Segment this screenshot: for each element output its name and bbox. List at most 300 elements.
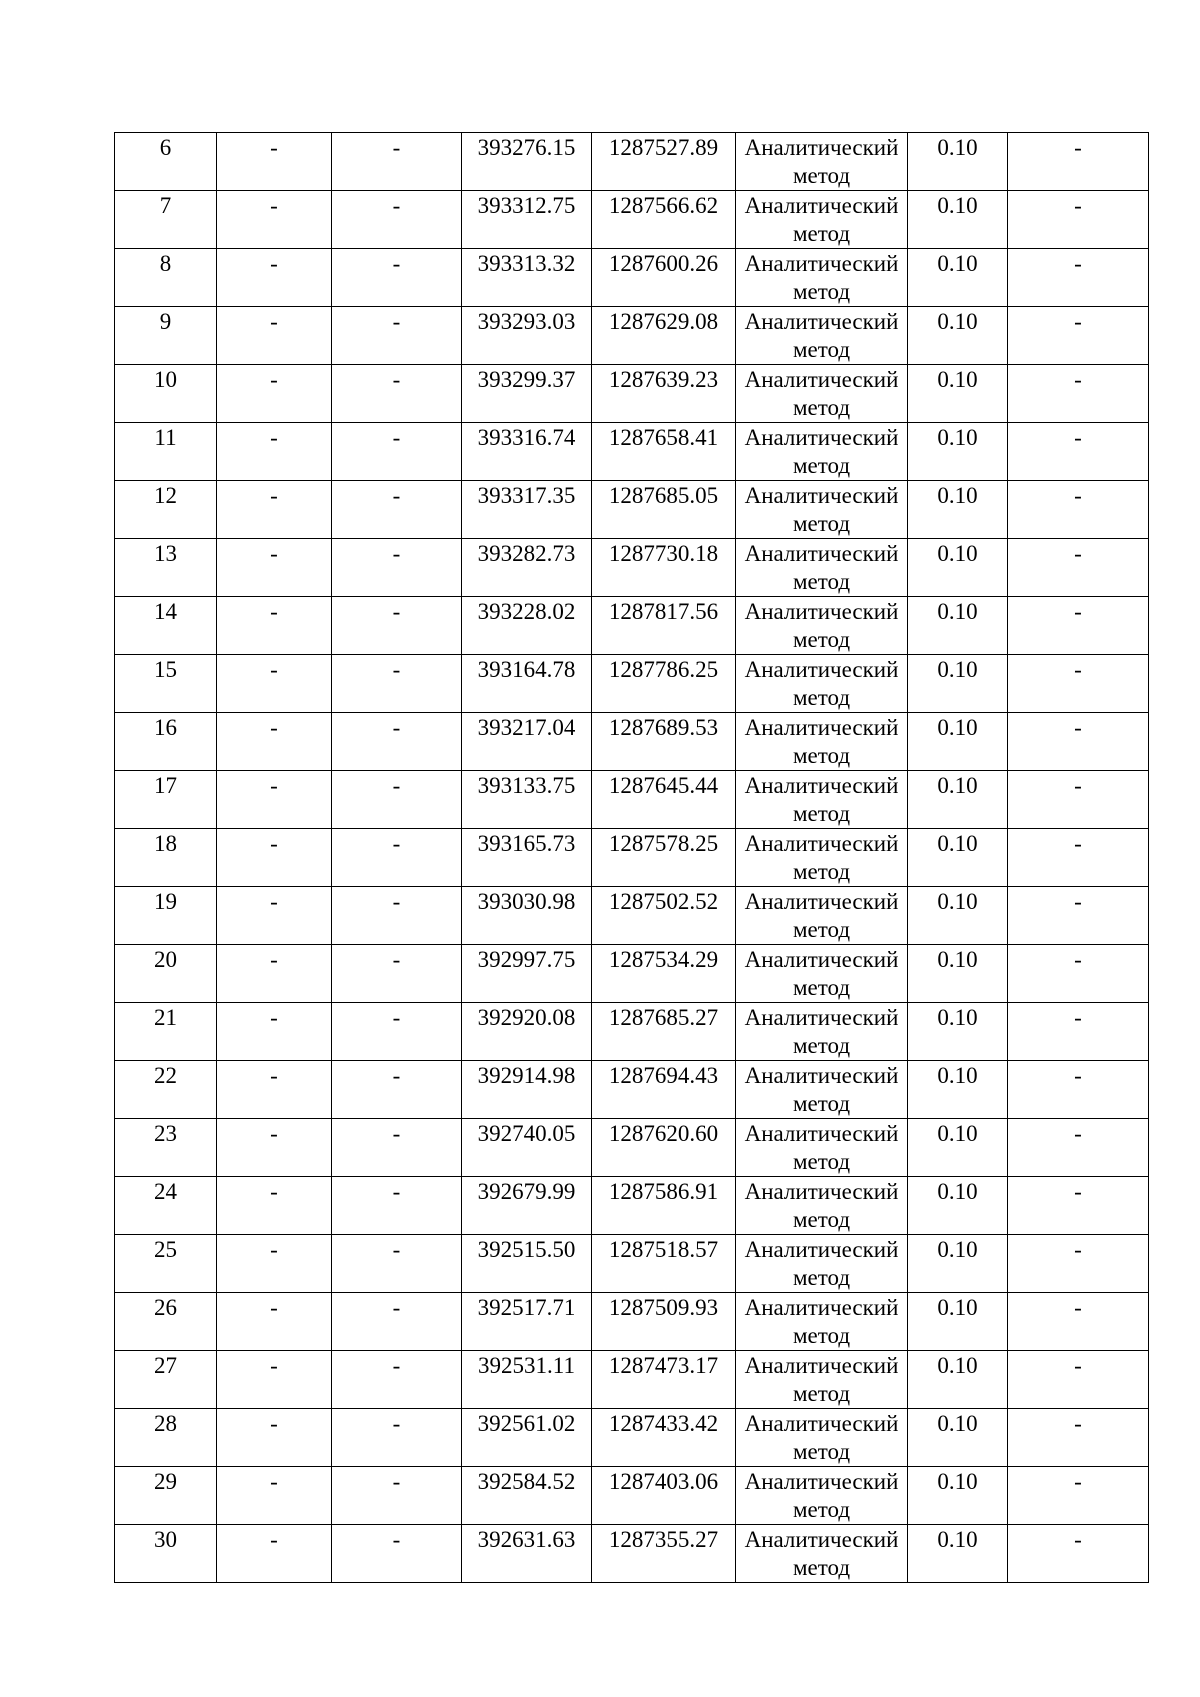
table-row <box>115 1177 1149 1235</box>
point-number-cell <box>115 1467 217 1525</box>
prior-x-cell <box>217 597 332 655</box>
x-coordinate-cell-text: 393293.03 <box>477 309 576 334</box>
prior-x-cell-text: - <box>270 367 278 392</box>
accuracy-cell-text: 0.10 <box>937 1179 978 1204</box>
x-coordinate-cell <box>462 133 592 191</box>
point-number-cell-text: 19 <box>154 889 177 914</box>
x-coordinate-cell <box>462 655 592 713</box>
accuracy-cell <box>908 829 1008 887</box>
table-row <box>115 1293 1149 1351</box>
description-cell <box>1008 597 1149 655</box>
x-coordinate-cell <box>462 1351 592 1409</box>
prior-x-cell-text: - <box>270 657 278 682</box>
accuracy-cell-text: 0.10 <box>937 193 978 218</box>
description-cell-text: - <box>1074 1121 1082 1146</box>
prior-y-cell-text: - <box>392 483 401 508</box>
x-coordinate-cell-text: 393165.73 <box>477 831 576 856</box>
x-coordinate-cell-text: 393312.75 <box>477 193 576 218</box>
method-cell <box>736 945 908 1003</box>
prior-x-cell <box>217 1003 332 1061</box>
method-cell-text: Аналитический метод <box>744 1005 899 1058</box>
prior-y-cell <box>332 1119 462 1177</box>
accuracy-cell-text: 0.10 <box>937 599 978 624</box>
y-coordinate-cell <box>592 307 736 365</box>
method-cell-text: Аналитический метод <box>744 599 899 652</box>
y-coordinate-cell-text: 1287645.44 <box>608 773 719 798</box>
x-coordinate-cell <box>462 887 592 945</box>
point-number-cell <box>115 1409 217 1467</box>
table-row <box>115 597 1149 655</box>
method-cell <box>736 423 908 481</box>
x-coordinate-cell <box>462 713 592 771</box>
x-coordinate-cell <box>462 1467 592 1525</box>
point-number-cell <box>115 365 217 423</box>
description-cell-text: - <box>1074 541 1082 566</box>
x-coordinate-cell <box>462 1409 592 1467</box>
prior-x-cell-text: - <box>270 831 278 856</box>
prior-y-cell-text: - <box>392 1063 401 1088</box>
accuracy-cell <box>908 307 1008 365</box>
prior-y-cell <box>332 1061 462 1119</box>
accuracy-cell <box>908 1467 1008 1525</box>
table-row <box>115 945 1149 1003</box>
accuracy-cell-text: 0.10 <box>937 1469 978 1494</box>
point-number-cell <box>115 597 217 655</box>
description-cell <box>1008 133 1149 191</box>
prior-x-cell <box>217 133 332 191</box>
prior-y-cell-text: - <box>392 1237 401 1262</box>
accuracy-cell <box>908 1351 1008 1409</box>
prior-x-cell <box>217 1235 332 1293</box>
description-cell <box>1008 1061 1149 1119</box>
description-cell-text: - <box>1074 1179 1082 1204</box>
description-cell-text: - <box>1074 1411 1082 1436</box>
y-coordinate-cell <box>592 133 736 191</box>
accuracy-cell <box>908 1061 1008 1119</box>
x-coordinate-cell-text: 393217.04 <box>477 715 576 740</box>
method-cell <box>736 829 908 887</box>
accuracy-cell-text: 0.10 <box>937 1063 978 1088</box>
description-cell-text: - <box>1074 657 1082 682</box>
accuracy-cell-text: 0.10 <box>937 483 978 508</box>
prior-y-cell <box>332 829 462 887</box>
description-cell-text: - <box>1074 947 1082 972</box>
prior-y-cell <box>332 481 462 539</box>
method-cell-text: Аналитический метод <box>744 947 899 1000</box>
accuracy-cell <box>908 1235 1008 1293</box>
y-coordinate-cell <box>592 249 736 307</box>
prior-x-cell <box>217 887 332 945</box>
accuracy-cell <box>908 1003 1008 1061</box>
y-coordinate-cell-text: 1287509.93 <box>608 1295 719 1320</box>
prior-x-cell-text: - <box>270 599 278 624</box>
y-coordinate-cell <box>592 597 736 655</box>
prior-x-cell-text: - <box>270 1179 278 1204</box>
method-cell-text: Аналитический метод <box>744 715 899 768</box>
method-cell <box>736 1467 908 1525</box>
description-cell <box>1008 1235 1149 1293</box>
x-coordinate-cell-text: 393030.98 <box>477 889 576 914</box>
prior-y-cell <box>332 655 462 713</box>
x-coordinate-cell <box>462 481 592 539</box>
method-cell <box>736 539 908 597</box>
table-row <box>115 1061 1149 1119</box>
point-number-cell <box>115 1119 217 1177</box>
prior-x-cell <box>217 945 332 1003</box>
prior-y-cell <box>332 1525 462 1583</box>
method-cell-text: Аналитический метод <box>744 1295 899 1348</box>
description-cell <box>1008 423 1149 481</box>
x-coordinate-cell-text: 392914.98 <box>477 1063 576 1088</box>
description-cell-text: - <box>1074 1295 1082 1320</box>
y-coordinate-cell <box>592 1293 736 1351</box>
method-cell <box>736 1409 908 1467</box>
prior-y-cell-text: - <box>392 193 401 218</box>
point-number-cell <box>115 481 217 539</box>
method-cell <box>736 1119 908 1177</box>
description-cell-text: - <box>1074 831 1082 856</box>
description-cell-text: - <box>1074 1237 1082 1262</box>
y-coordinate-cell <box>592 1467 736 1525</box>
table-row <box>115 655 1149 713</box>
point-number-cell-text: 27 <box>154 1353 177 1378</box>
prior-y-cell-text: - <box>392 1121 401 1146</box>
method-cell-text: Аналитический метод <box>744 657 899 710</box>
method-cell-text: Аналитический метод <box>744 831 899 884</box>
prior-x-cell-text: - <box>270 889 278 914</box>
prior-x-cell <box>217 655 332 713</box>
prior-y-cell-text: - <box>392 1295 401 1320</box>
x-coordinate-cell-text: 393317.35 <box>477 483 576 508</box>
x-coordinate-cell-text: 393276.15 <box>477 135 576 160</box>
point-number-cell-text: 30 <box>154 1527 177 1552</box>
accuracy-cell-text: 0.10 <box>937 715 978 740</box>
y-coordinate-cell-text: 1287639.23 <box>608 367 719 392</box>
description-cell-text: - <box>1074 889 1082 914</box>
prior-x-cell <box>217 1061 332 1119</box>
description-cell <box>1008 249 1149 307</box>
y-coordinate-cell <box>592 1119 736 1177</box>
accuracy-cell <box>908 249 1008 307</box>
prior-y-cell-text: - <box>392 947 401 972</box>
point-number-cell <box>115 713 217 771</box>
accuracy-cell-text: 0.10 <box>937 657 978 682</box>
table-row <box>115 365 1149 423</box>
x-coordinate-cell-text: 392515.50 <box>477 1237 576 1262</box>
accuracy-cell <box>908 1293 1008 1351</box>
prior-x-cell <box>217 481 332 539</box>
point-number-cell <box>115 1351 217 1409</box>
table-row <box>115 713 1149 771</box>
x-coordinate-cell-text: 392517.71 <box>477 1295 576 1320</box>
y-coordinate-cell <box>592 655 736 713</box>
table-row <box>115 1351 1149 1409</box>
x-coordinate-cell-text: 392584.52 <box>477 1469 576 1494</box>
point-number-cell-text: 12 <box>154 483 177 508</box>
prior-y-cell <box>332 1467 462 1525</box>
prior-x-cell <box>217 771 332 829</box>
y-coordinate-cell-text: 1287786.25 <box>608 657 719 682</box>
description-cell-text: - <box>1074 1469 1082 1494</box>
x-coordinate-cell <box>462 1119 592 1177</box>
method-cell-text: Аналитический метод <box>744 1237 899 1290</box>
point-number-cell-text: 17 <box>154 773 177 798</box>
description-cell <box>1008 481 1149 539</box>
point-number-cell-text: 21 <box>154 1005 177 1030</box>
y-coordinate-cell-text: 1287527.89 <box>608 135 719 160</box>
prior-x-cell <box>217 365 332 423</box>
y-coordinate-cell <box>592 1177 736 1235</box>
accuracy-cell <box>908 887 1008 945</box>
x-coordinate-cell-text: 393133.75 <box>477 773 576 798</box>
accuracy-cell <box>908 1409 1008 1467</box>
y-coordinate-cell <box>592 539 736 597</box>
description-cell <box>1008 829 1149 887</box>
y-coordinate-cell-text: 1287578.25 <box>608 831 719 856</box>
method-cell <box>736 307 908 365</box>
table-row <box>115 191 1149 249</box>
point-number-cell <box>115 249 217 307</box>
description-cell-text: - <box>1074 1005 1082 1030</box>
x-coordinate-cell-text: 392561.02 <box>477 1411 576 1436</box>
table-row <box>115 771 1149 829</box>
prior-x-cell <box>217 1119 332 1177</box>
table-row <box>115 887 1149 945</box>
prior-x-cell <box>217 539 332 597</box>
description-cell <box>1008 539 1149 597</box>
y-coordinate-cell-text: 1287534.29 <box>608 947 719 972</box>
description-cell <box>1008 307 1149 365</box>
y-coordinate-cell <box>592 481 736 539</box>
y-coordinate-cell-text: 1287629.08 <box>608 309 719 334</box>
x-coordinate-cell <box>462 423 592 481</box>
accuracy-cell <box>908 655 1008 713</box>
prior-x-cell <box>217 191 332 249</box>
method-cell-text: Аналитический метод <box>744 309 899 362</box>
table-row <box>115 133 1149 191</box>
prior-x-cell <box>217 1409 332 1467</box>
x-coordinate-cell-text: 392679.99 <box>477 1179 576 1204</box>
prior-y-cell-text: - <box>392 1527 401 1552</box>
prior-y-cell-text: - <box>392 1469 401 1494</box>
method-cell <box>736 713 908 771</box>
accuracy-cell-text: 0.10 <box>937 1353 978 1378</box>
prior-x-cell-text: - <box>270 1121 278 1146</box>
description-cell-text: - <box>1074 1353 1082 1378</box>
method-cell <box>736 481 908 539</box>
y-coordinate-cell <box>592 713 736 771</box>
accuracy-cell <box>908 1525 1008 1583</box>
point-number-cell-text: 14 <box>154 599 177 624</box>
method-cell <box>736 1003 908 1061</box>
method-cell <box>736 191 908 249</box>
accuracy-cell-text: 0.10 <box>937 425 978 450</box>
point-number-cell <box>115 1235 217 1293</box>
y-coordinate-cell-text: 1287694.43 <box>608 1063 719 1088</box>
x-coordinate-cell <box>462 191 592 249</box>
prior-x-cell-text: - <box>270 483 278 508</box>
accuracy-cell-text: 0.10 <box>937 541 978 566</box>
y-coordinate-cell <box>592 1061 736 1119</box>
method-cell-text: Аналитический метод <box>744 1063 899 1116</box>
prior-x-cell <box>217 1351 332 1409</box>
x-coordinate-cell <box>462 597 592 655</box>
method-cell-text: Аналитический метод <box>744 1179 899 1232</box>
method-cell-text: Аналитический метод <box>744 251 899 304</box>
y-coordinate-cell <box>592 191 736 249</box>
y-coordinate-cell <box>592 1235 736 1293</box>
point-number-cell-text: 8 <box>159 251 172 276</box>
x-coordinate-cell <box>462 1525 592 1583</box>
prior-x-cell <box>217 1525 332 1583</box>
prior-y-cell <box>332 249 462 307</box>
prior-y-cell <box>332 1003 462 1061</box>
prior-y-cell-text: - <box>392 367 401 392</box>
y-coordinate-cell-text: 1287689.53 <box>608 715 719 740</box>
prior-y-cell-text: - <box>392 541 401 566</box>
accuracy-cell-text: 0.10 <box>937 1527 978 1552</box>
x-coordinate-cell <box>462 1293 592 1351</box>
accuracy-cell-text: 0.10 <box>937 1295 978 1320</box>
prior-y-cell-text: - <box>392 657 401 682</box>
accuracy-cell <box>908 133 1008 191</box>
description-cell-text: - <box>1074 599 1082 624</box>
x-coordinate-cell-text: 393228.02 <box>477 599 576 624</box>
method-cell-text: Аналитический метод <box>744 135 899 188</box>
prior-y-cell <box>332 713 462 771</box>
table-row <box>115 249 1149 307</box>
point-number-cell-text: 26 <box>154 1295 177 1320</box>
description-cell <box>1008 713 1149 771</box>
prior-y-cell-text: - <box>392 135 401 160</box>
prior-y-cell-text: - <box>392 889 401 914</box>
prior-x-cell-text: - <box>270 135 278 160</box>
method-cell <box>736 655 908 713</box>
method-cell-text: Аналитический метод <box>744 1353 899 1406</box>
description-cell <box>1008 771 1149 829</box>
x-coordinate-cell-text: 393299.37 <box>477 367 576 392</box>
y-coordinate-cell <box>592 1409 736 1467</box>
method-cell-text: Аналитический метод <box>744 483 899 536</box>
prior-y-cell <box>332 887 462 945</box>
y-coordinate-cell-text: 1287433.42 <box>608 1411 719 1436</box>
method-cell-text: Аналитический метод <box>744 541 899 594</box>
point-number-cell-text: 13 <box>154 541 177 566</box>
description-cell <box>1008 1351 1149 1409</box>
table-row <box>115 1235 1149 1293</box>
x-coordinate-cell-text: 392740.05 <box>477 1121 576 1146</box>
method-cell <box>736 133 908 191</box>
x-coordinate-cell-text: 393316.74 <box>477 425 576 450</box>
prior-y-cell <box>332 365 462 423</box>
y-coordinate-cell-text: 1287355.27 <box>608 1527 719 1552</box>
prior-y-cell-text: - <box>392 1353 401 1378</box>
accuracy-cell <box>908 191 1008 249</box>
description-cell <box>1008 655 1149 713</box>
table-row <box>115 829 1149 887</box>
accuracy-cell <box>908 365 1008 423</box>
prior-x-cell-text: - <box>270 1295 278 1320</box>
accuracy-cell-text: 0.10 <box>937 1121 978 1146</box>
point-number-cell <box>115 191 217 249</box>
description-cell-text: - <box>1074 1527 1082 1552</box>
prior-y-cell <box>332 539 462 597</box>
table-body <box>115 133 1149 1583</box>
prior-x-cell-text: - <box>270 1005 278 1030</box>
x-coordinate-cell <box>462 307 592 365</box>
x-coordinate-cell-text: 393164.78 <box>477 657 576 682</box>
prior-y-cell-text: - <box>392 773 401 798</box>
table-row <box>115 307 1149 365</box>
method-cell <box>736 771 908 829</box>
prior-x-cell-text: - <box>270 193 278 218</box>
accuracy-cell-text: 0.10 <box>937 251 978 276</box>
prior-x-cell-text: - <box>270 773 278 798</box>
prior-y-cell <box>332 945 462 1003</box>
prior-y-cell-text: - <box>392 251 401 276</box>
point-number-cell <box>115 829 217 887</box>
accuracy-cell-text: 0.10 <box>937 135 978 160</box>
method-cell <box>736 1061 908 1119</box>
prior-y-cell <box>332 307 462 365</box>
description-cell <box>1008 1467 1149 1525</box>
prior-y-cell <box>332 1235 462 1293</box>
prior-y-cell <box>332 423 462 481</box>
x-coordinate-cell-text: 393282.73 <box>477 541 576 566</box>
y-coordinate-cell-text: 1287685.05 <box>608 483 719 508</box>
description-cell <box>1008 1177 1149 1235</box>
y-coordinate-cell-text: 1287586.91 <box>608 1179 719 1204</box>
description-cell-text: - <box>1074 193 1082 218</box>
prior-y-cell <box>332 191 462 249</box>
accuracy-cell <box>908 945 1008 1003</box>
point-number-cell-text: 25 <box>154 1237 177 1262</box>
accuracy-cell <box>908 713 1008 771</box>
accuracy-cell <box>908 539 1008 597</box>
prior-x-cell <box>217 713 332 771</box>
prior-x-cell <box>217 1293 332 1351</box>
x-coordinate-cell-text: 392531.11 <box>478 1353 575 1378</box>
prior-y-cell <box>332 1409 462 1467</box>
point-number-cell <box>115 1003 217 1061</box>
y-coordinate-cell-text: 1287566.62 <box>608 193 719 218</box>
description-cell <box>1008 1003 1149 1061</box>
table-row <box>115 481 1149 539</box>
prior-x-cell-text: - <box>270 309 278 334</box>
accuracy-cell-text: 0.10 <box>937 947 978 972</box>
y-coordinate-cell <box>592 1351 736 1409</box>
description-cell-text: - <box>1074 1063 1082 1088</box>
point-number-cell <box>115 771 217 829</box>
point-number-cell-text: 11 <box>154 425 177 450</box>
prior-y-cell-text: - <box>392 715 401 740</box>
point-number-cell-text: 28 <box>154 1411 177 1436</box>
method-cell <box>736 1525 908 1583</box>
table-row <box>115 423 1149 481</box>
y-coordinate-cell <box>592 1003 736 1061</box>
prior-x-cell-text: - <box>270 947 278 972</box>
point-number-cell <box>115 133 217 191</box>
description-cell <box>1008 365 1149 423</box>
accuracy-cell <box>908 1177 1008 1235</box>
point-number-cell <box>115 307 217 365</box>
prior-y-cell-text: - <box>392 309 401 334</box>
prior-y-cell <box>332 1351 462 1409</box>
y-coordinate-cell <box>592 365 736 423</box>
accuracy-cell <box>908 597 1008 655</box>
prior-x-cell-text: - <box>270 541 278 566</box>
method-cell-text: Аналитический метод <box>744 1121 899 1174</box>
